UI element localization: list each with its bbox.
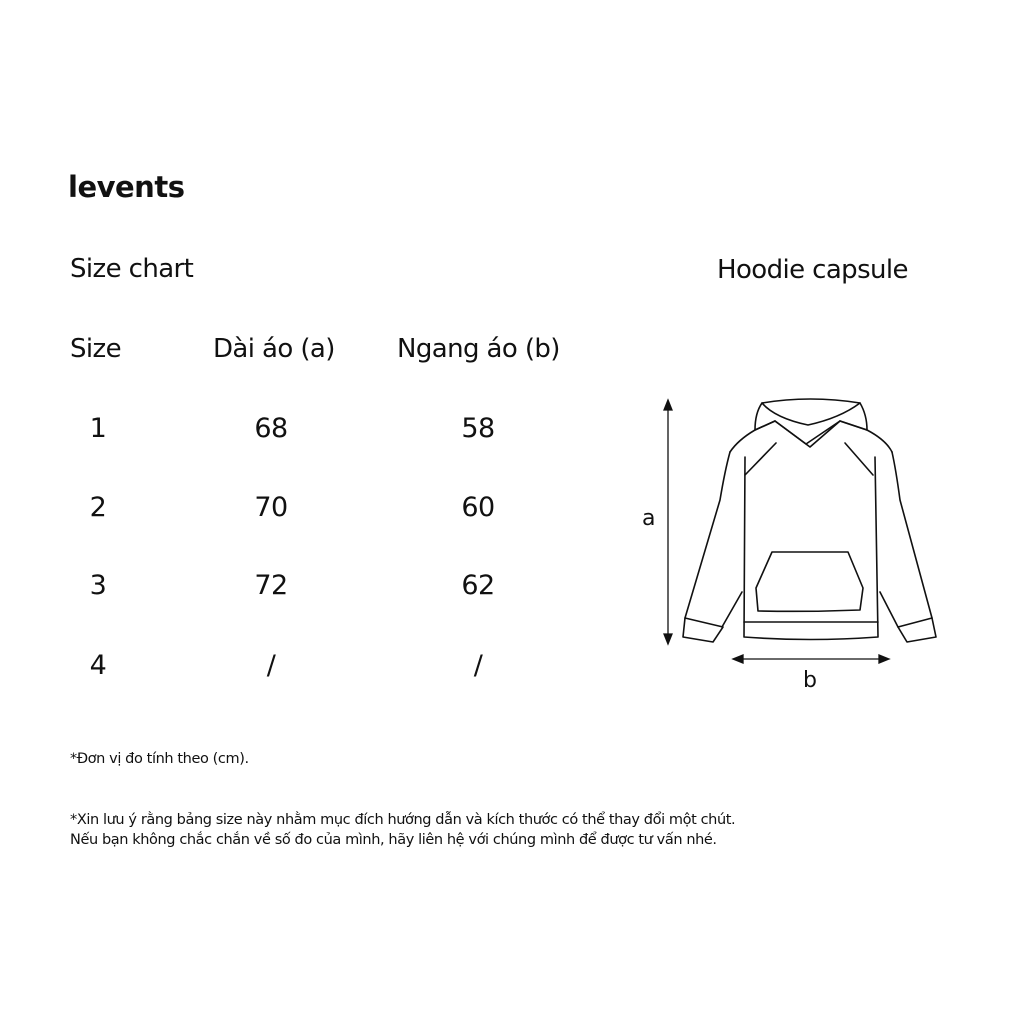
cell-length: 68 [254, 413, 288, 444]
length-arrow-icon [664, 400, 672, 644]
brand-logo: levents [68, 170, 185, 204]
label-a: a [642, 506, 656, 531]
cell-length: / [266, 650, 276, 681]
cell-size: 3 [89, 570, 107, 601]
label-b: b [803, 668, 817, 693]
cell-size: 4 [89, 650, 107, 681]
cell-width: 60 [461, 492, 495, 523]
cell-width: 58 [461, 413, 495, 444]
cell-width: / [473, 650, 483, 681]
product-name: Hoodie capsule [717, 255, 908, 285]
hoodie-icon [683, 399, 936, 642]
header-size: Size [70, 334, 121, 364]
cell-size: 2 [89, 492, 107, 523]
page-title: Size chart [70, 254, 194, 284]
width-arrow-icon [733, 655, 889, 663]
header-length: Dài áo (a) [213, 334, 335, 364]
unit-note: *Đơn vị đo tính theo (cm). [70, 751, 249, 767]
cell-width: 62 [461, 570, 495, 601]
header-width: Ngang áo (b) [397, 334, 560, 364]
cell-size: 1 [89, 413, 107, 444]
disclaimer-line-2: Nếu bạn không chắc chắn về số đo của mình, hãy liên hệ với chúng mình để được tư vấn nhé. [70, 832, 717, 848]
disclaimer-line-1: *Xin lưu ý rằng bảng size này nhằm mục đích hướng dẫn và kích thước có thể thay đổi một chút. [70, 812, 736, 828]
cell-length: 72 [254, 570, 288, 601]
cell-length: 70 [254, 492, 288, 523]
